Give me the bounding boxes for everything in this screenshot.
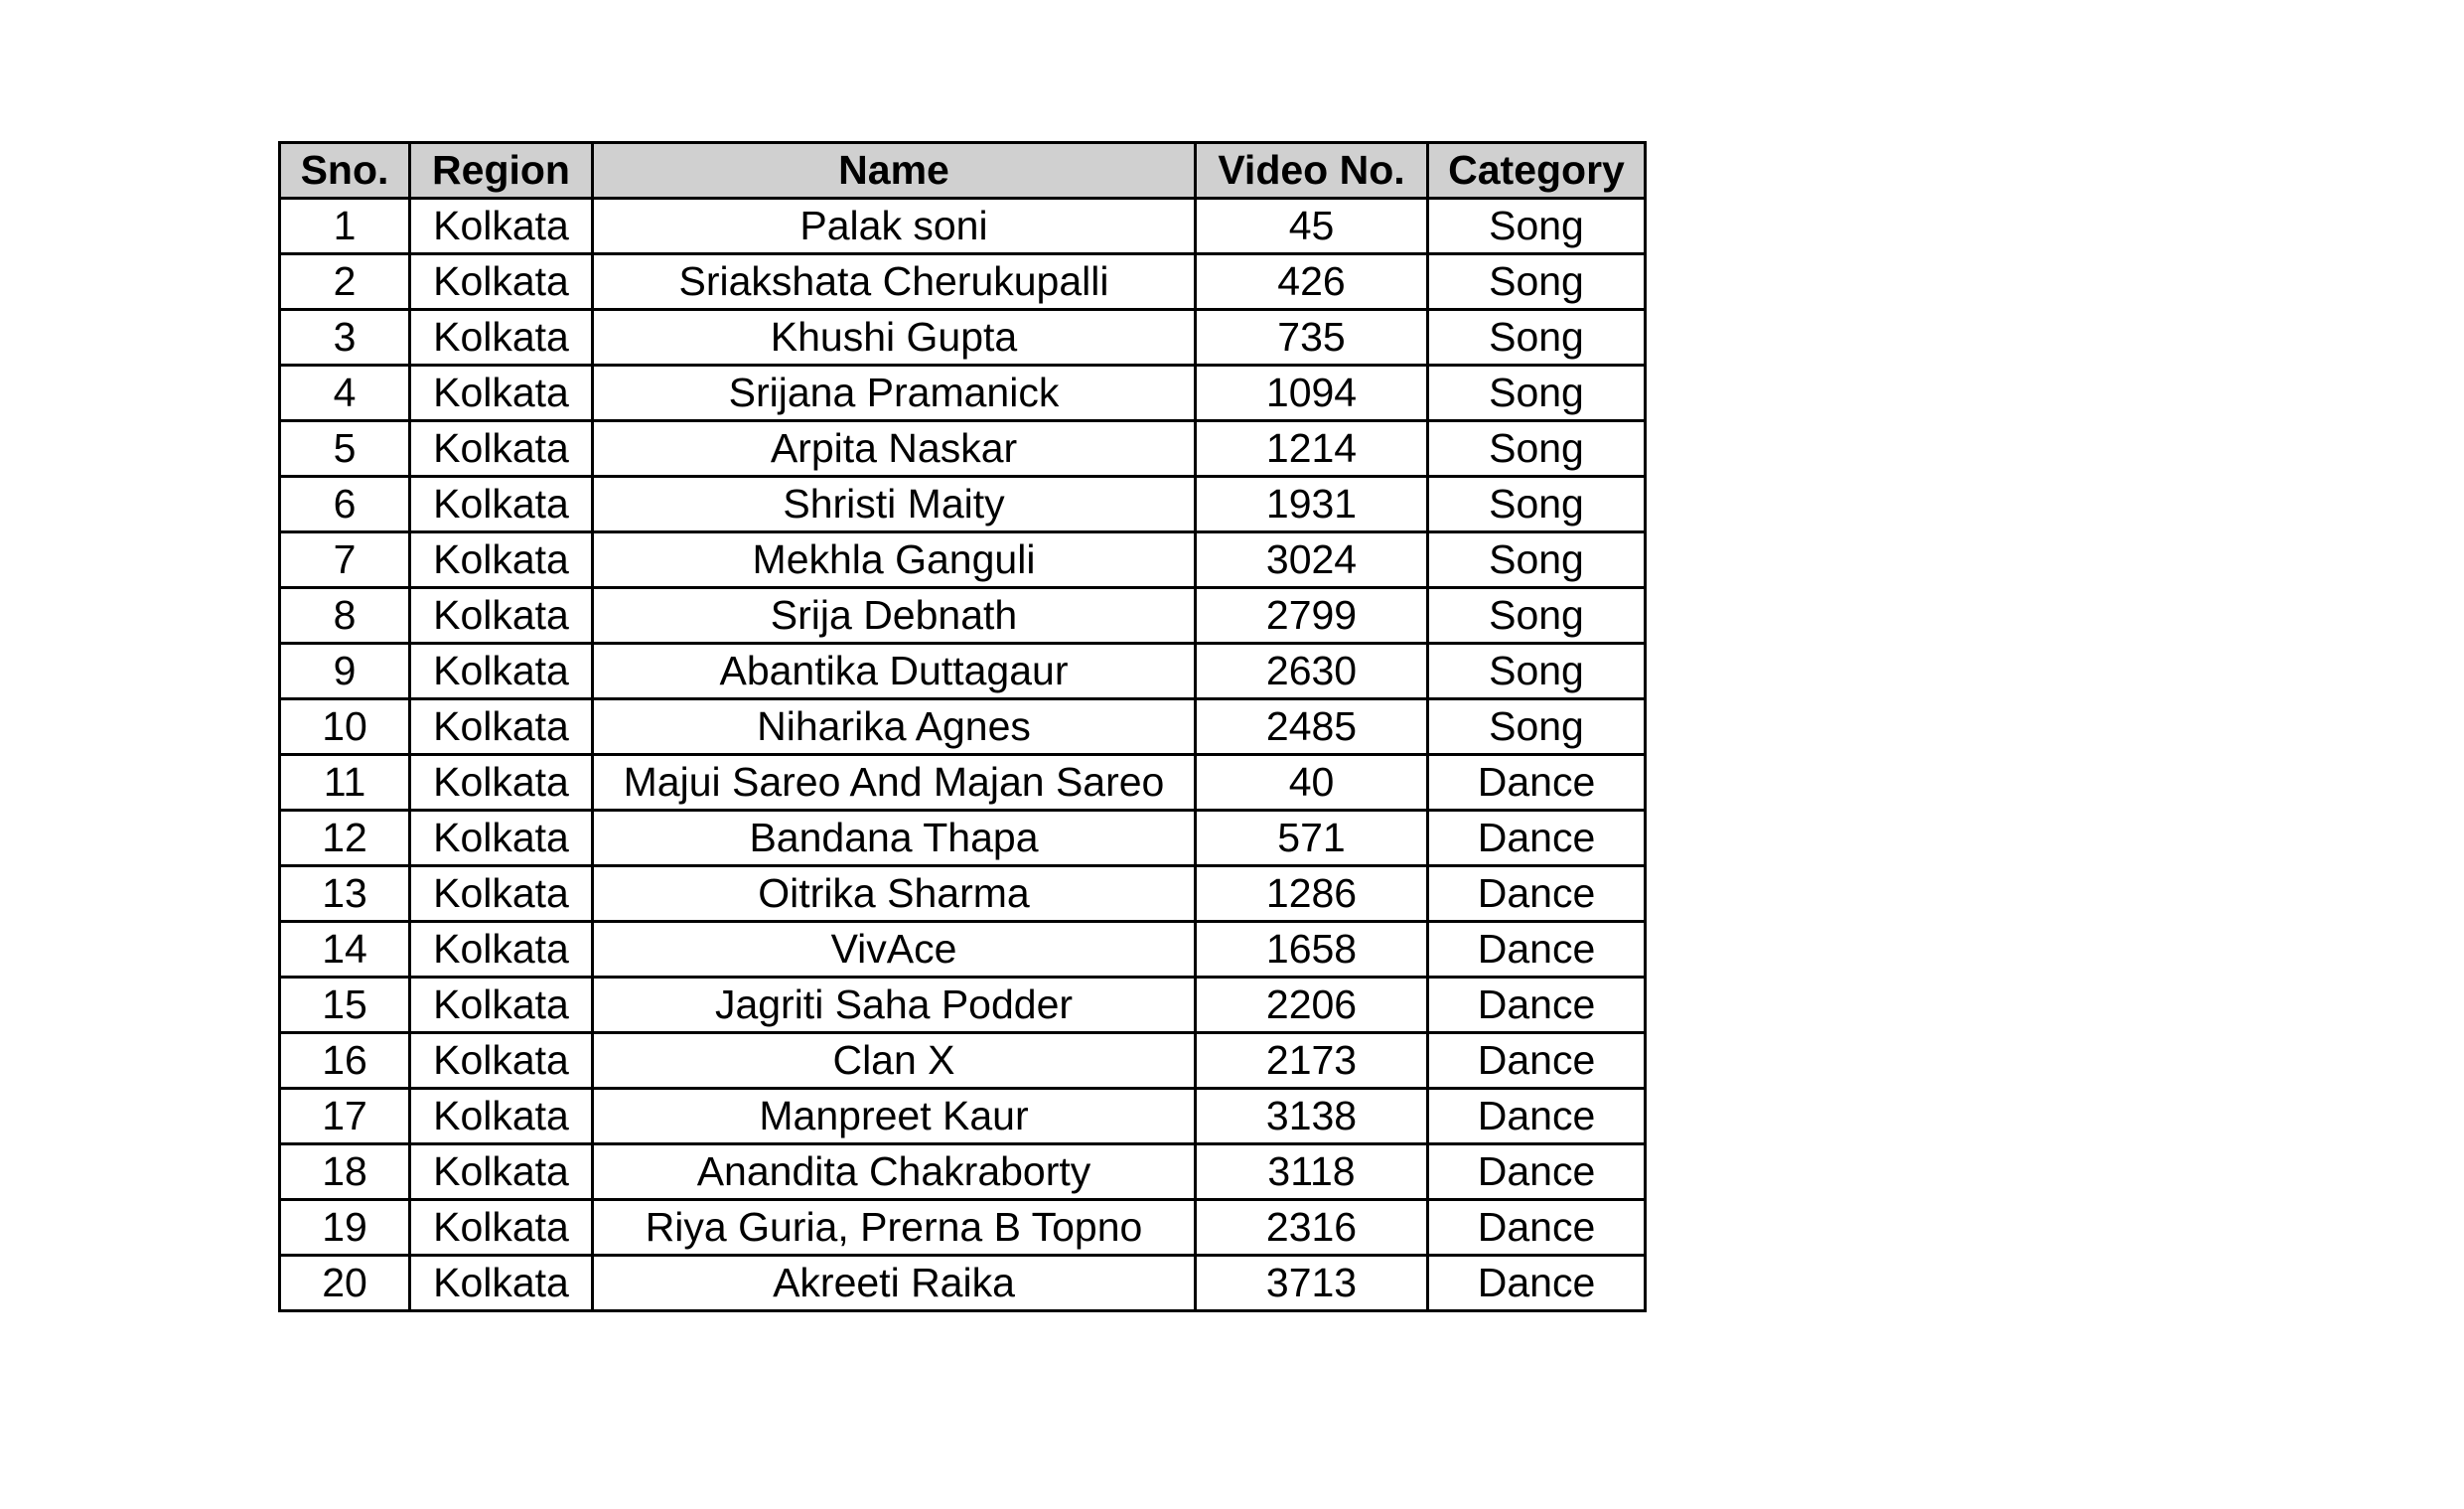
cell-region: Kolkata: [410, 644, 593, 699]
cell-video-no: 1931: [1196, 477, 1428, 532]
cell-sno: 18: [280, 1144, 410, 1200]
cell-video-no: 1658: [1196, 922, 1428, 978]
cell-region: Kolkata: [410, 254, 593, 310]
cell-video-no: 3118: [1196, 1144, 1428, 1200]
cell-name: Akreeti Raika: [593, 1256, 1196, 1311]
cell-region: Kolkata: [410, 588, 593, 644]
cell-region: Kolkata: [410, 811, 593, 866]
cell-name: Shristi Maity: [593, 477, 1196, 532]
cell-name: Manpreet Kaur: [593, 1089, 1196, 1144]
table-row: [280, 1089, 1646, 1144]
cell-video-no: 735: [1196, 310, 1428, 366]
table-row: [280, 978, 1646, 1033]
table-row: [280, 1200, 1646, 1256]
cell-region: Kolkata: [410, 1033, 593, 1089]
cell-category: Song: [1428, 366, 1646, 421]
table-row: [280, 199, 1646, 254]
cell-sno: 2: [280, 254, 410, 310]
cell-name: Anandita Chakraborty: [593, 1144, 1196, 1200]
cell-sno: 11: [280, 755, 410, 811]
table-row: [280, 811, 1646, 866]
cell-video-no: 3138: [1196, 1089, 1428, 1144]
cell-region: Kolkata: [410, 1256, 593, 1311]
cell-sno: 9: [280, 644, 410, 699]
cell-category: Dance: [1428, 1200, 1646, 1256]
cell-sno: 12: [280, 811, 410, 866]
table-row: [280, 644, 1646, 699]
cell-region: Kolkata: [410, 532, 593, 588]
cell-video-no: 2316: [1196, 1200, 1428, 1256]
cell-category: Song: [1428, 477, 1646, 532]
table-row: [280, 532, 1646, 588]
cell-video-no: 571: [1196, 811, 1428, 866]
cell-sno: 8: [280, 588, 410, 644]
table-row: [280, 310, 1646, 366]
cell-name: Bandana Thapa: [593, 811, 1196, 866]
cell-sno: 13: [280, 866, 410, 922]
cell-video-no: 2630: [1196, 644, 1428, 699]
cell-region: Kolkata: [410, 199, 593, 254]
cell-sno: 15: [280, 978, 410, 1033]
header-region: Region: [410, 143, 593, 199]
cell-video-no: 1094: [1196, 366, 1428, 421]
cell-sno: 20: [280, 1256, 410, 1311]
cell-sno: 3: [280, 310, 410, 366]
cell-name: Srija Debnath: [593, 588, 1196, 644]
cell-sno: 5: [280, 421, 410, 477]
participants-table: [278, 141, 1647, 1312]
table-row: [280, 1033, 1646, 1089]
cell-category: Dance: [1428, 1089, 1646, 1144]
cell-region: Kolkata: [410, 421, 593, 477]
cell-name: Riya Guria, Prerna B Topno: [593, 1200, 1196, 1256]
cell-name: VivAce: [593, 922, 1196, 978]
cell-region: Kolkata: [410, 1089, 593, 1144]
table-row: [280, 477, 1646, 532]
cell-category: Song: [1428, 310, 1646, 366]
cell-name: Arpita Naskar: [593, 421, 1196, 477]
cell-video-no: 2173: [1196, 1033, 1428, 1089]
cell-name: Sriakshata Cherukupalli: [593, 254, 1196, 310]
cell-video-no: 426: [1196, 254, 1428, 310]
cell-name: Palak soni: [593, 199, 1196, 254]
cell-category: Song: [1428, 532, 1646, 588]
cell-category: Dance: [1428, 922, 1646, 978]
cell-video-no: 1286: [1196, 866, 1428, 922]
cell-sno: 6: [280, 477, 410, 532]
cell-region: Kolkata: [410, 922, 593, 978]
cell-video-no: 45: [1196, 199, 1428, 254]
cell-region: Kolkata: [410, 755, 593, 811]
cell-video-no: 2206: [1196, 978, 1428, 1033]
table-row: [280, 699, 1646, 755]
cell-sno: 7: [280, 532, 410, 588]
table-row: [280, 922, 1646, 978]
cell-video-no: 3713: [1196, 1256, 1428, 1311]
header-video-no: Video No.: [1196, 143, 1428, 199]
cell-category: Dance: [1428, 1256, 1646, 1311]
cell-sno: 17: [280, 1089, 410, 1144]
spreadsheet-page: [278, 141, 1644, 1312]
cell-video-no: 40: [1196, 755, 1428, 811]
cell-category: Song: [1428, 421, 1646, 477]
cell-category: Dance: [1428, 755, 1646, 811]
cell-name: Khushi Gupta: [593, 310, 1196, 366]
table-row: [280, 866, 1646, 922]
cell-name: Clan X: [593, 1033, 1196, 1089]
cell-video-no: 3024: [1196, 532, 1428, 588]
cell-sno: 16: [280, 1033, 410, 1089]
cell-category: Song: [1428, 254, 1646, 310]
table-row: [280, 254, 1646, 310]
cell-category: Dance: [1428, 866, 1646, 922]
cell-sno: 14: [280, 922, 410, 978]
cell-name: Majui Sareo And Majan Sareo: [593, 755, 1196, 811]
cell-sno: 19: [280, 1200, 410, 1256]
table-row: [280, 1144, 1646, 1200]
cell-sno: 4: [280, 366, 410, 421]
cell-region: Kolkata: [410, 866, 593, 922]
cell-category: Song: [1428, 644, 1646, 699]
cell-region: Kolkata: [410, 978, 593, 1033]
cell-sno: 1: [280, 199, 410, 254]
cell-category: Dance: [1428, 978, 1646, 1033]
cell-video-no: 2485: [1196, 699, 1428, 755]
header-category: Category: [1428, 143, 1646, 199]
header-sno: Sno.: [280, 143, 410, 199]
cell-category: Dance: [1428, 811, 1646, 866]
cell-region: Kolkata: [410, 310, 593, 366]
table-row: [280, 421, 1646, 477]
cell-region: Kolkata: [410, 477, 593, 532]
cell-sno: 10: [280, 699, 410, 755]
cell-region: Kolkata: [410, 699, 593, 755]
cell-region: Kolkata: [410, 1200, 593, 1256]
cell-name: Oitrika Sharma: [593, 866, 1196, 922]
cell-category: Dance: [1428, 1033, 1646, 1089]
cell-region: Kolkata: [410, 1144, 593, 1200]
cell-video-no: 1214: [1196, 421, 1428, 477]
table-row: [280, 1256, 1646, 1311]
table-row: [280, 755, 1646, 811]
cell-name: Jagriti Saha Podder: [593, 978, 1196, 1033]
cell-category: Song: [1428, 699, 1646, 755]
cell-category: Song: [1428, 199, 1646, 254]
cell-name: Srijana Pramanick: [593, 366, 1196, 421]
table-header-row: [280, 143, 1646, 199]
cell-name: Mekhla Ganguli: [593, 532, 1196, 588]
table-row: [280, 588, 1646, 644]
cell-region: Kolkata: [410, 366, 593, 421]
cell-category: Song: [1428, 588, 1646, 644]
table-row: [280, 366, 1646, 421]
cell-name: Abantika Duttagaur: [593, 644, 1196, 699]
cell-video-no: 2799: [1196, 588, 1428, 644]
table-body: [280, 199, 1646, 1311]
header-name: Name: [593, 143, 1196, 199]
cell-category: Dance: [1428, 1144, 1646, 1200]
cell-name: Niharika Agnes: [593, 699, 1196, 755]
